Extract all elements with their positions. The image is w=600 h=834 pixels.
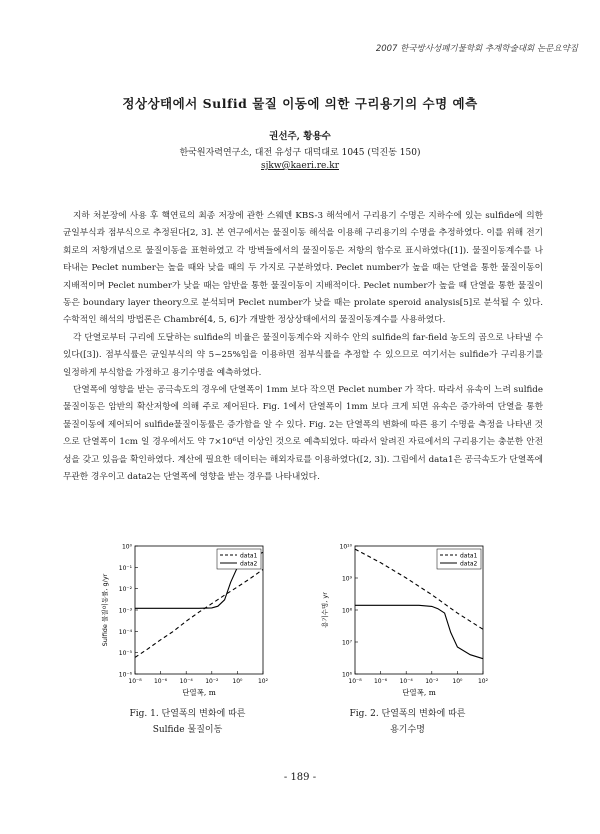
fig1-xtick-label: 10⁰ [232, 678, 243, 685]
fig1-xaxis-label: 단열폭, m [182, 688, 216, 697]
figure-2-caption-line2: 용기수명 [390, 725, 425, 735]
fig2-xtick-label: 10⁻⁶ [373, 678, 388, 685]
paragraph-2: 각 단열로부터 구리에 도달하는 sulfide의 비율은 물질이동계수와 지하수 안의 sulfide의 far-field 농도의 곱으로 나타낼 수 있다([3]). 점부식률은 균일부식의 약 5~25%임을 이용하면 점부식률을 추정할 수 있으므로 여기서는 sulfide가 구리용기를 일정하게 부식함을 가정하고 용기수명을 예측하였다. [63, 332, 543, 378]
figure-2-caption-line1: Fig. 2. 단열폭의 변화에 따른 [349, 709, 466, 719]
fig1-xtick-label: 10⁻² [205, 678, 219, 685]
fig1-ytick-label: 10⁻² [118, 586, 132, 594]
fig1-legend-label-data2: data2 [240, 560, 258, 568]
figure-2-chart [315, 538, 495, 703]
fig2-ytick-label: 10⁶ [341, 671, 352, 679]
affiliation: 한국원자력연구소, 대전 유성구 대덕대로 1045 (덕진동 150) [179, 148, 421, 158]
figures-area [0, 538, 600, 748]
fig1-xtick-label: 10⁻⁶ [153, 678, 168, 685]
fig1-ytick-label: 10⁻¹ [118, 564, 132, 572]
fig2-xtick-label: 10⁰ [452, 678, 463, 685]
fig1-yaxis-label: Sulfide 물질이동률, g/yr [101, 573, 109, 647]
figure-1-caption-line2: Sulfide 물질이동 [152, 725, 223, 735]
fig2-legend-label-data1: data1 [460, 552, 478, 560]
authors: 권선주, 황용수 [269, 131, 331, 142]
fig2-xtick-label: 10⁻² [425, 678, 439, 685]
figure-1-caption [95, 706, 280, 738]
figure-1-chart [95, 538, 275, 703]
conference-header: 2007 한국방사성폐기물학회 추계학술대회 논문요약집 [375, 44, 578, 54]
figure-2 [315, 538, 495, 703]
fig2-xtick-label: 10⁻⁴ [399, 678, 413, 685]
fig1-ytick-label: 10⁻⁴ [118, 628, 132, 636]
fig2-xtick-label: 10² [477, 678, 489, 685]
figure-1 [95, 538, 275, 703]
fig1-ytick-label: 10⁻³ [118, 607, 132, 615]
fig2-yaxis-label: 용기수명, yr [321, 592, 329, 628]
email-link[interactable]: sjkw@kaeri.re.kr [261, 161, 339, 171]
paragraph-3: 단열폭에 영향을 받는 공극속도의 경우에 단열폭이 1mm 보다 작으면 Peclet number 가 작다. 따라서 유속이 느려 sulfide 물질이동은 암반의 확산저항에 의해 주로 제어된다. Fig. 1에서 단열폭이 1mm 보다 크게 되면 유속은 증가하여 단열을 통한 물질이동에 제어되어 sulfide물질이동률은 증가함을 알 수 있다. Fig. 2는 단열폭의 변화에 따른 용기 수명을 측정을 나타낸 것으로 단열폭이 1cm 일 경우에서도 약 7×10⁶년 이상인 것으로 예측되었다. 따라서 알려진 자료에서의 구리용기는 충분한 안전성을 갖고 있음을 확인하였다. 계산에 필요한 데이터는 해외자료를 이용하였다([2, 3]). 그림에서 data1은 공극속도가 단열폭에 무관한 경우이고 data2는 단열폭에 영향을 받는 경우를 나타내었다. [63, 385, 543, 483]
paragraph-1: 지하 처분장에 사용 후 핵연료의 최종 저장에 관한 스웨덴 KBS-3 해석에서 구리용기 수명은 지하수에 있는 sulfide에 의한 균일부식과 점부식으로 추정된다[2, 3]. 본 연구에서는 물질이동 해석을 이용해 구리용기의 수명을 추정하였다. 이를 위해 전기회로의 저항개념으로 물질이동을 표현하였고 각 방벽들에서의 물질이동은 저항의 함수로 표시하였다([1]). 물질이동계수를 나타내는 Peclet number는 높을 때와 낮을 때의 두 가지로 구분하였다. Peclet number가 높을 때는 단열을 통한 물질이동이 지배적이며 Peclet number가 낮을 때는 암반을 통한 물질이동이 지배적이다. Peclet number가 높을 때 단열을 통한 물질이동은 boundary layer theory으로 분석되며 Peclet number가 낮을 때는 prolate speroid analysis[5]로 분석될 수 있다. 수학적인 해석의 방법론은 Chambré[4, 5, 6]가 개발한 정상상태에서의 물질이동계수를 사용하였다. [63, 211, 543, 326]
fig1-legend-label-data1: data1 [240, 552, 258, 560]
fig1-ytick-label: 10⁻⁵ [118, 650, 132, 658]
fig1-ytick-label: 10⁻⁶ [118, 671, 132, 679]
fig1-ytick-label: 10⁰ [121, 543, 132, 551]
fig2-ytick-label: 10⁷ [341, 639, 352, 647]
fig2-legend-label-data2: data2 [460, 560, 478, 568]
email-line [0, 161, 600, 171]
paper-title: 정상상태에서 Sulfid 물질 이동에 의한 구리용기의 수명 예측 [122, 96, 478, 111]
figure-1-caption-line1: Fig. 1. 단열폭의 변화에 따른 [129, 709, 246, 719]
fig1-xtick-label: 10⁻⁴ [179, 678, 193, 685]
fig1-xtick-label: 10⁻⁸ [128, 678, 142, 685]
fig1-xtick-label: 10² [257, 678, 269, 685]
fig2-ytick-label: 10⁸ [341, 607, 352, 615]
fig2-xaxis-label: 단열폭, m [402, 688, 436, 697]
fig2-ytick-label: 10¹⁰ [339, 543, 352, 551]
fig2-xtick-label: 10⁻⁸ [348, 678, 362, 685]
figure-2-caption [315, 706, 500, 738]
page-number: - 189 - [283, 772, 317, 783]
fig2-ytick-label: 10⁹ [341, 575, 352, 583]
body-text [63, 208, 543, 487]
